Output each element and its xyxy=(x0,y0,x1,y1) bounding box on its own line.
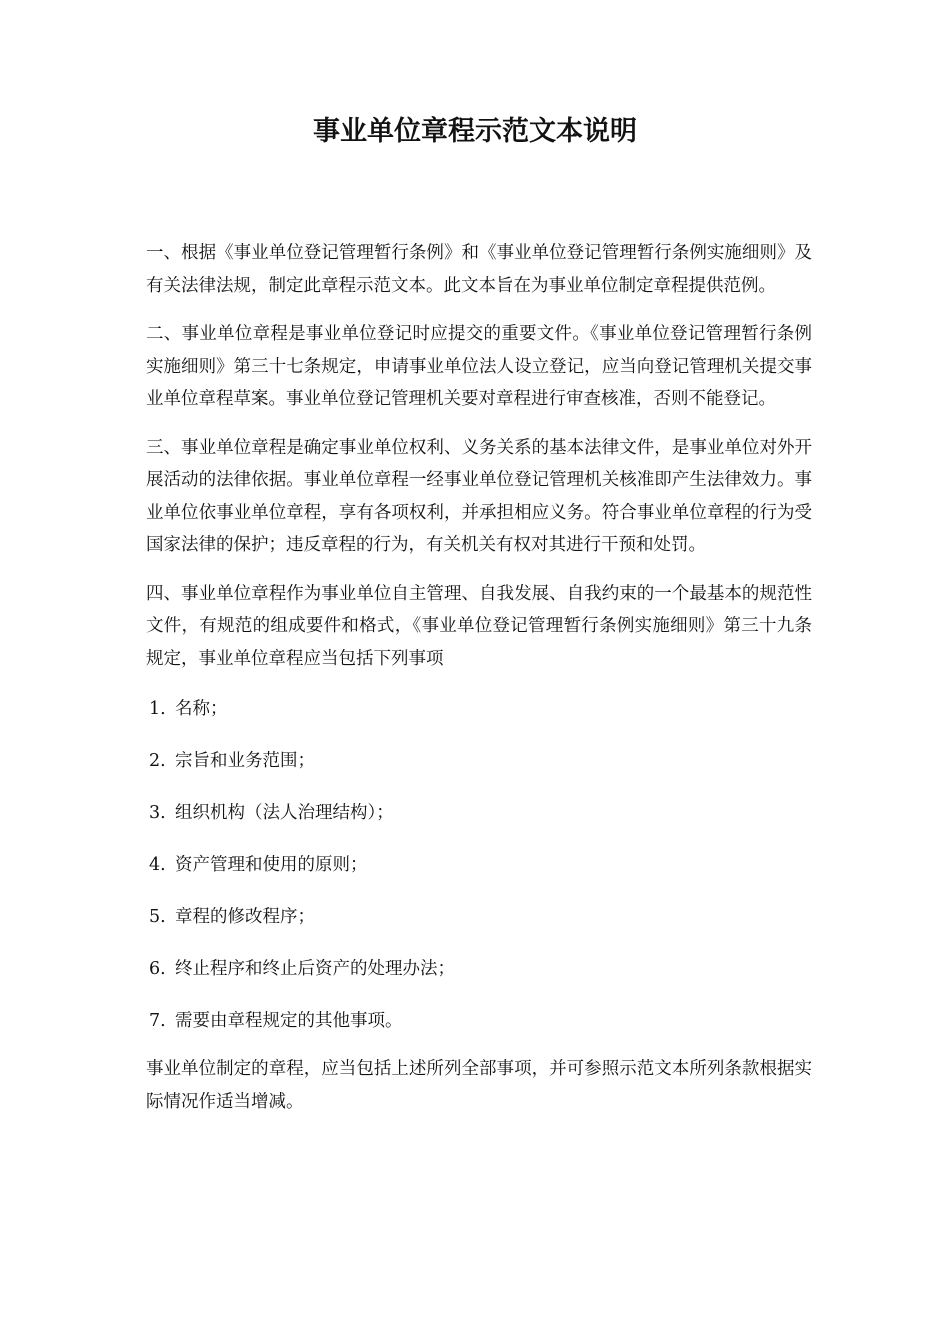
list-item-text: 名称； xyxy=(175,699,228,719)
document-title: 事业单位章程示范文本说明 xyxy=(313,116,637,147)
list-item xyxy=(146,797,812,829)
list-item xyxy=(146,693,812,725)
list-item-number: 7. xyxy=(149,1011,166,1031)
list-item-number: 5. xyxy=(149,907,166,927)
paragraph-3: 三、事业单位章程是确定事业单位权利、义务关系的基本法律文件，是事业单位对外开展活动的法律依据。事业单位章程一经事业单位登记管理机关核准即产生法律效力。事业单位依事业单位章程，享有各项权利，并承担相应义务。符合事业单位章程的行为受国家法律的保护；违反章程的行为，有关机关有权对其进行干预和处罚。 xyxy=(146,437,812,555)
list-item-text: 需要由章程规定的其他事项。 xyxy=(175,1011,403,1031)
list-item-number: 2. xyxy=(149,751,166,771)
document-body xyxy=(146,237,812,1118)
list-item xyxy=(146,901,812,933)
required-items-list xyxy=(146,693,812,1037)
list-item-number: 3. xyxy=(149,803,166,823)
list-item xyxy=(146,849,812,881)
list-item-number: 4. xyxy=(149,855,166,875)
paragraph-2: 二、事业单位章程是事业单位登记时应提交的重要文件。《事业单位登记管理暂行条例实施细则》第三十七条规定，申请事业单位法人设立登记，应当向登记管理机关提交事业单位章程草案。事业单位登记管理机关要对章程进行审查核准，否则不能登记。 xyxy=(146,324,812,409)
list-item-text: 资产管理和使用的原则； xyxy=(175,855,368,875)
list-item-text: 宗旨和业务范围； xyxy=(175,751,315,771)
list-item-text: 章程的修改程序； xyxy=(175,907,315,927)
paragraph-4: 四、事业单位章程作为事业单位自主管理、自我发展、自我约束的一个最基本的规范性文件，有规范的组成要件和格式，《事业单位登记管理暂行条例实施细则》第三十九条规定，事业单位章程应当包括下列事项 xyxy=(146,583,812,669)
list-item-number: 1. xyxy=(149,699,166,719)
list-item-text: 组织机构（法人治理结构）； xyxy=(175,803,394,823)
list-item-number: 6. xyxy=(149,959,166,979)
list-item xyxy=(146,1005,812,1037)
list-item-text: 终止程序和终止后资产的处理办法； xyxy=(175,959,455,979)
list-item xyxy=(146,953,812,985)
closing-paragraph: 事业单位制定的章程，应当包括上述所列全部事项，并可参照示范文本所列条款根据实际情况作适当增减。 xyxy=(146,1059,812,1112)
paragraph-1: 一、根据《事业单位登记管理暂行条例》和《事业单位登记管理暂行条例实施细则》及有关法律法规，制定此章程示范文本。此文本旨在为事业单位制定章程提供范例。 xyxy=(146,243,812,296)
list-item xyxy=(146,745,812,777)
